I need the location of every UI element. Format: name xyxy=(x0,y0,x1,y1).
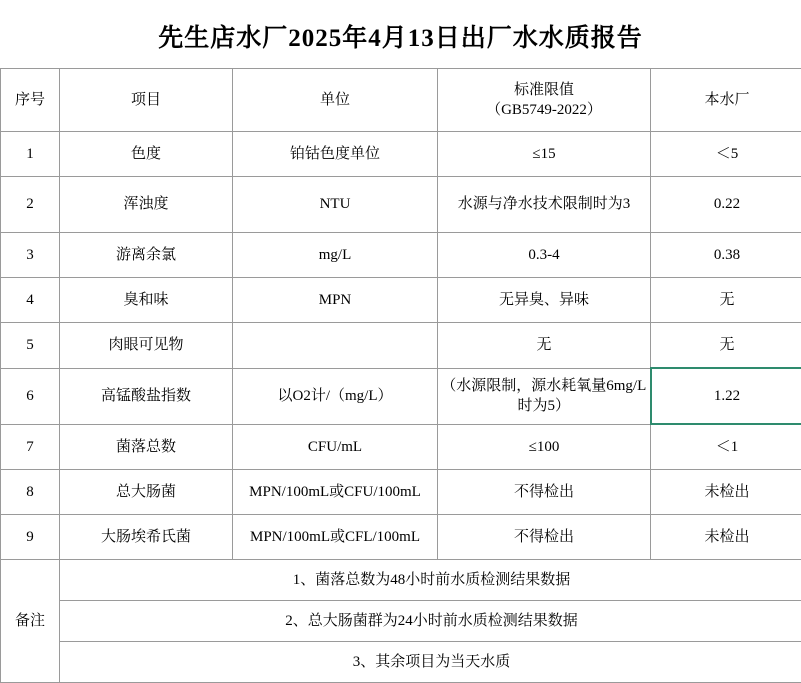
row-unit: 铂钴色度单位 xyxy=(233,132,438,177)
row-item: 高锰酸盐指数 xyxy=(60,368,233,424)
table-row xyxy=(1,368,801,424)
row-index: 6 xyxy=(1,368,60,424)
row-value: 未检出 xyxy=(651,470,801,515)
row-unit: 以O2计/（mg/L） xyxy=(233,368,438,424)
table-header xyxy=(1,69,801,132)
row-unit: CFU/mL xyxy=(233,424,438,470)
row-standard: ≤15 xyxy=(438,132,651,177)
table-row xyxy=(1,278,801,323)
row-standard: ≤100 xyxy=(438,424,651,470)
row-index: 7 xyxy=(1,424,60,470)
header-standard-limit-line1: 标准限值 xyxy=(440,80,648,100)
row-value: 0.38 xyxy=(651,233,801,278)
header-standard-limit-line2: （GB5749-2022） xyxy=(440,100,648,120)
row-index: 3 xyxy=(1,233,60,278)
row-item: 菌落总数 xyxy=(60,424,233,470)
row-item: 游离余氯 xyxy=(60,233,233,278)
row-index: 2 xyxy=(1,177,60,233)
table-row xyxy=(1,424,801,470)
note-item: 1、菌落总数为48小时前水质检测结果数据 xyxy=(60,560,801,601)
row-item: 总大肠菌 xyxy=(60,470,233,515)
row-index: 4 xyxy=(1,278,60,323)
row-item: 臭和味 xyxy=(60,278,233,323)
row-value: 无 xyxy=(651,278,801,323)
table-body xyxy=(1,132,801,683)
row-unit xyxy=(233,323,438,369)
table-row xyxy=(1,323,801,369)
row-item: 色度 xyxy=(60,132,233,177)
row-value: 无 xyxy=(651,323,801,369)
row-unit: NTU xyxy=(233,177,438,233)
row-standard: 水源与净水技术限制时为3 xyxy=(438,177,651,233)
row-item: 肉眼可见物 xyxy=(60,323,233,369)
row-item: 浑浊度 xyxy=(60,177,233,233)
row-unit: MPN/100mL或CFU/100mL xyxy=(233,470,438,515)
row-standard: 无 xyxy=(438,323,651,369)
row-value: 未检出 xyxy=(651,515,801,560)
water-quality-table xyxy=(0,68,801,683)
row-standard: 无异臭、异味 xyxy=(438,278,651,323)
row-item: 大肠埃希氏菌 xyxy=(60,515,233,560)
table-row xyxy=(1,177,801,233)
notes-label: 备注 xyxy=(1,560,60,683)
table-row xyxy=(1,233,801,278)
row-value: ＜5 xyxy=(651,132,801,177)
page-title: 先生店水厂2025年4月13日出厂水水质报告 xyxy=(0,0,801,68)
note-item: 2、总大肠菌群为24小时前水质检测结果数据 xyxy=(60,601,801,642)
row-value: 0.22 xyxy=(651,177,801,233)
row-standard: （水源限制，源水耗氧量6mg/L时为5） xyxy=(438,368,651,424)
table-header-row xyxy=(1,69,801,132)
row-index: 8 xyxy=(1,470,60,515)
notes-row xyxy=(1,601,801,642)
table-row xyxy=(1,470,801,515)
notes-row xyxy=(1,642,801,683)
row-unit: MPN/100mL或CFL/100mL xyxy=(233,515,438,560)
row-standard: 不得检出 xyxy=(438,515,651,560)
note-item: 3、其余项目为当天水质 xyxy=(60,642,801,683)
row-value: ＜1 xyxy=(651,424,801,470)
header-this-plant: 本水厂 xyxy=(651,69,801,132)
row-index: 9 xyxy=(1,515,60,560)
header-index: 序号 xyxy=(1,69,60,132)
header-unit: 单位 xyxy=(233,69,438,132)
header-standard-limit xyxy=(438,69,651,132)
row-index: 5 xyxy=(1,323,60,369)
table-row xyxy=(1,515,801,560)
row-standard: 不得检出 xyxy=(438,470,651,515)
header-item: 项目 xyxy=(60,69,233,132)
row-unit: mg/L xyxy=(233,233,438,278)
row-index: 1 xyxy=(1,132,60,177)
row-value-highlighted: 1.22 xyxy=(651,368,801,424)
row-unit: MPN xyxy=(233,278,438,323)
table-row xyxy=(1,132,801,177)
row-standard: 0.3-4 xyxy=(438,233,651,278)
notes-row xyxy=(1,560,801,601)
